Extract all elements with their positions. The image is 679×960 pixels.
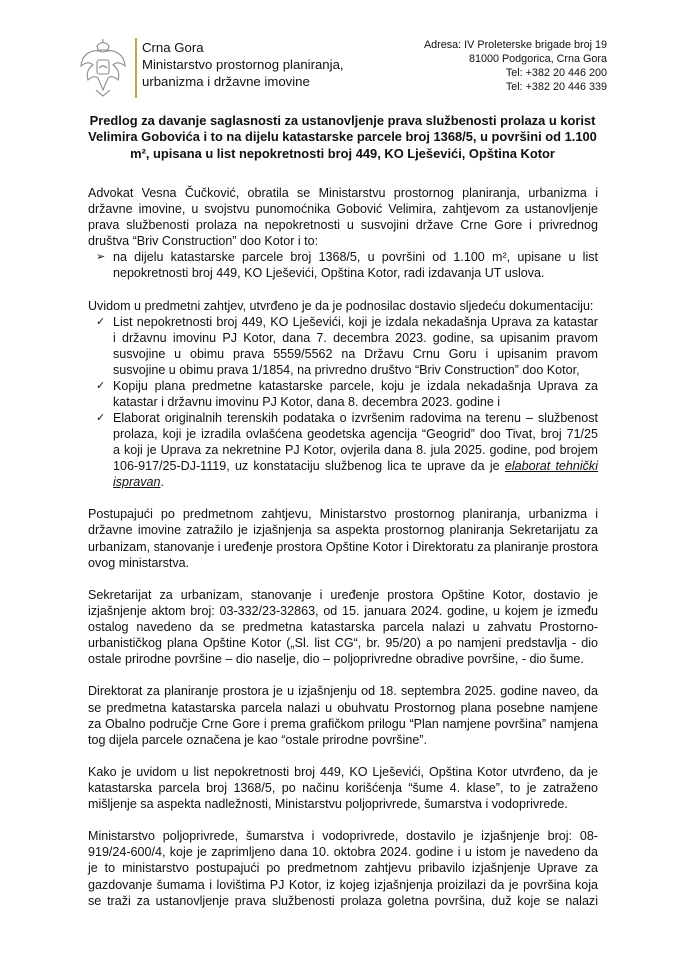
text-line: tog dijela parcele označena je kao “ostale prirodne površine”. (88, 732, 427, 747)
paragraph (88, 298, 598, 491)
text-line: Kopiju plana predmetne katastarske parcele, koju je izdala nekadašnja Uprava za (113, 378, 598, 393)
text-line: katastar i državnu imovinu PJ Kotor, dana 8. decembra 2023. godine i (113, 394, 501, 409)
text-line: na dijelu katastarske parcele broj 1368/5, u površini od 1.100 m², upisane u list (113, 250, 598, 265)
checkmark-icon: ✓ (96, 379, 106, 392)
org-line: Ministarstvo prostornog planiranja, (142, 56, 344, 72)
coat-of-arms-logo-icon (78, 38, 128, 98)
text-line: a koji je Uprava za nekretnine PJ Kotor, ovjerila dana 8. jula 2025. godine, pod brojem (113, 443, 598, 457)
paragraph (88, 764, 598, 812)
header-divider (135, 38, 137, 98)
text-line: mišljenje sa aspekta nadležnosti, Ministarstvu poljoprivrede, šumarstva i vodoprivrede. (88, 797, 568, 812)
text-line: urbanizam, stanovanje i uređenje prostora Opštine Kotor i Direktoratu za planiranje prostora (88, 539, 598, 554)
arrow-bullet-icon: ➢ (96, 251, 106, 264)
org-line: Crna Gora (142, 40, 204, 55)
ministry-name (142, 40, 344, 90)
document-body (88, 185, 598, 925)
text-line: ostale prirodne površine – dio naselje, dio – poljoprivredne obradive površine, - dio šume. (88, 652, 584, 667)
text-line: Ministarstvo poljoprivrede, šumarstva i vodoprivrede, dostavilo je izjašnjenje broj: 08- (88, 829, 598, 844)
list-item (88, 378, 598, 410)
text-line: prolaza, koji je izradila ovlašćena geodetska agencija “Geogrid” doo Tivat, broj 71/25 (113, 426, 598, 441)
contact-address (424, 39, 607, 95)
paragraph (88, 828, 598, 908)
emphasized-text: ispravan (113, 475, 161, 490)
text-line: je to ministarstvo postupajući po predmetnom zahtjevu pribavilo izjašnjenje Uprave za (88, 861, 598, 876)
text-line: List nepokretnosti broj 449, KO Lješevići, koji je izdala nekadašnja Uprava za katastar (113, 314, 598, 329)
text-line: 106-917/25-DJ-1119, uz konstataciju službenog lica te uprave da je elaborat tehnički (113, 459, 598, 474)
checkmark-icon: ✓ (96, 315, 106, 328)
text-line: se predmetna katastarska parcela nalazi u obuhvatu Prostornog plana posebne namjene (88, 700, 598, 715)
text-line: Direktorat za planiranje prostora je u izjašnjenju od 18. septembra 2025. godine naveo, da (88, 684, 598, 699)
text-line: izjašnjenje aktom broj: 03-332/23-32863, od 15. januara 2024. godine, u kojem je između (88, 603, 598, 618)
paragraph (88, 185, 598, 281)
document-title (80, 113, 605, 162)
title-line: Velimira Gobovića i to na dijelu katastarske parcele broj 1368/5, u površini od 1.100 (88, 129, 597, 145)
text-line: urbanističkog plana Opštine Kotor („Sl. list CG“, br. 95/20) a po namjeni predstavlja - dio (88, 636, 598, 651)
checkmark-icon: ✓ (96, 411, 106, 424)
address-line: Adresa: IV Proleterske brigade broj 19 (423, 39, 607, 51)
text-line: za Obalno područje Crne Gore i prema grafičkom prilogu “Plan namjene površina” namjena (88, 716, 598, 731)
address-line: 81000 Podgorica, Crna Gora (468, 52, 607, 65)
text-line: katastarska parcela broj 1368/5, po načinu korišćenja “šume 4. klase”, to je zatraženo (88, 780, 598, 795)
list-item (88, 410, 598, 490)
text-line: i državnu imovinu PJ Kotor, dana 7. decembra 2023. godine, sa upisanim pravom (113, 330, 598, 345)
paragraph (88, 587, 598, 667)
phone-line: Tel: +382 20 446 200 (505, 66, 607, 79)
paragraph (88, 506, 598, 570)
text-line: prava službenosti prolaza na nepokretnosti u susvojini države Crne Gore i privrednog (88, 218, 598, 233)
text-line: Advokat Vesna Čučković, obratila se Ministarstvu prostornog planiranja, urbanizma i (88, 186, 598, 200)
emphasized-text: elaborat tehnički (504, 459, 598, 474)
text-line: državne imovine zatražilo je izjašnjenja sa aspekta prostornog planiranja Sekretarijatu za (88, 523, 598, 538)
text-line: Elaborat originalnih terenskih podataka o izvršenim radovima na terenu – službenost (113, 410, 598, 425)
text-line: državne imovine, u svojstvu punomoćnika Gobović Velimira, zahtjevom za ustanovljenje (88, 202, 598, 217)
text-line: 919/24-600/4, koje je zaprimljeno dana 10. oktobra 2024. godine i u istom je navedeno da (88, 845, 598, 860)
text-line: susvojine u obimu prava 1/1854, na privredno društvo “Briv Construction” doo Kotor, (113, 362, 580, 377)
text-line: Kako je uvidom u list nepokretnosti broj 449, KO Lješevići, Opština Kotor utvrđeno, da je (88, 764, 598, 779)
title-line: m², upisana u list nepokretnosti broj 449, KO Lješevići, Opština Kotor (130, 145, 555, 161)
text-line: se traži za ustanovljenje prava službenosti prolaza goletna površina, duž koje se nalazi (88, 893, 598, 908)
text-line: nepokretnosti broj 449, KO Lješevići, Opština Kotor, radi izdavanja UT uslova. (113, 266, 545, 281)
phone-line: Tel: +382 20 446 339 (505, 80, 607, 93)
text-line: ispravan. (113, 475, 164, 490)
org-line: urbanizma i državne imovine (142, 73, 310, 89)
text-line: ovog ministarstva. (88, 555, 190, 570)
paragraph (88, 683, 598, 747)
text-line: susvojine u obimu prava 5559/5562 na Državu Crnu Goru i upisanim pravom (113, 346, 598, 361)
text-line: društva “Briv Construction” doo Kotor i to: (88, 234, 319, 249)
text-line: Postupajući po predmetnom zahtjevu, Ministarstvo prostornog planiranja, urbanizma i (88, 507, 598, 522)
text-line: gazdovanje šumama i lovištima PJ Kotor, iz kojeg izjašnjenja proizilazi da je površina koja (88, 877, 598, 892)
text-line: Sekretarijat za urbanizam, stanovanje i uređenje prostora Opštine Kotor, dostavio je (88, 587, 598, 602)
title-line: Predlog za davanje saglasnosti za ustanovljenje prava službenosti prolaza u korist (89, 113, 596, 128)
list-item (88, 314, 598, 378)
list-item (88, 249, 598, 281)
text-line: Uvidom u predmetni zahtjev, utvrđeno je da je podnosilac dostavio sljedeću dokumentaciju: (88, 298, 594, 313)
text-line: ostalog navedeno da se predmetna katastarska parcela nalazi u zahvatu Prostorno- (88, 620, 598, 635)
